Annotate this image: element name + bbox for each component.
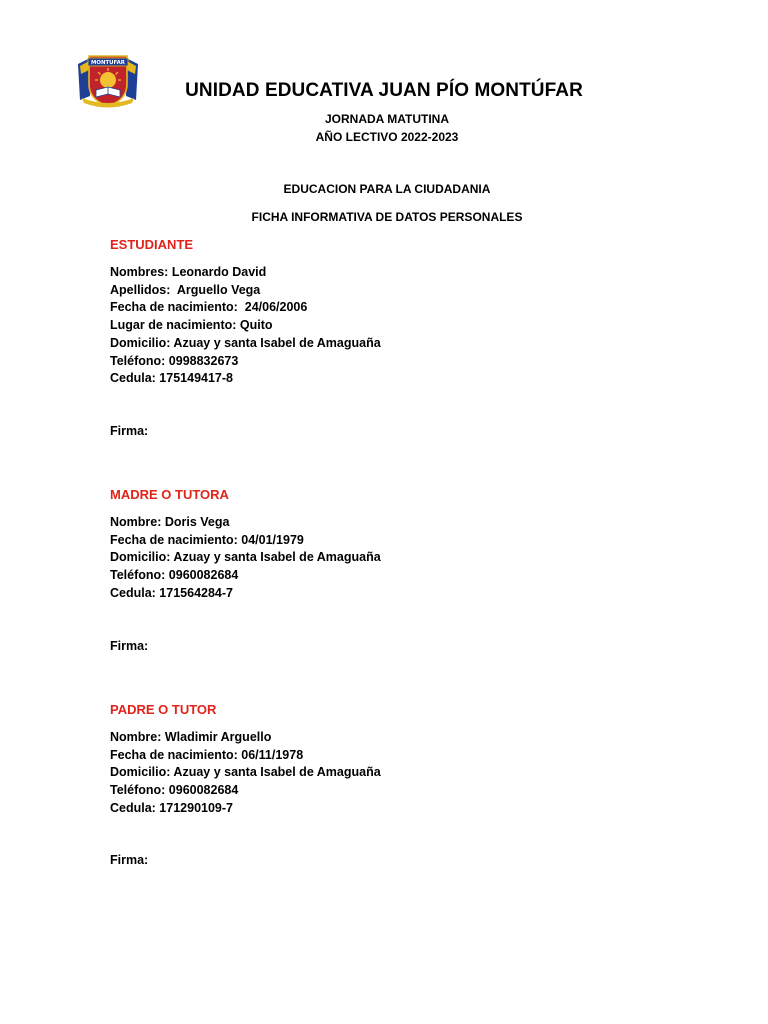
student-section-heading: ESTUDIANTE: [110, 237, 194, 252]
mother-birth-date: Fecha de nacimiento: 04/01/1979: [110, 532, 304, 547]
form-title: FICHA INFORMATIVA DE DATOS PERSONALES: [251, 210, 523, 224]
student-surnames: Apellidos: Arguello Vega: [110, 282, 261, 297]
school-name-title: UNIDAD EDUCATIVA JUAN PÍO MONTÚFAR: [185, 80, 583, 101]
mother-section-heading: MADRE O TUTORA: [110, 487, 229, 502]
student-fields: [110, 264, 381, 388]
father-birth-date: Fecha de nacimiento: 06/11/1978: [110, 747, 304, 762]
father-section-heading: PADRE O TUTOR: [110, 702, 217, 717]
father-phone: Teléfono: 0960082684: [110, 783, 239, 798]
father-id-number: Cedula: 171290109-7: [110, 800, 233, 815]
student-names: Nombres: Leonardo David: [110, 265, 267, 279]
mother-address: Domicilio: Azuay y santa Isabel de Amaguaña: [110, 550, 381, 565]
father-name: Nombre: Wladimir Arguello: [110, 730, 272, 744]
student-address: Domicilio: Azuay y santa Isabel de Amaguaña: [110, 335, 381, 350]
father-fields: [110, 729, 381, 818]
father-address: Domicilio: Azuay y santa Isabel de Amaguaña: [110, 765, 381, 780]
student-signature-label: Firma:: [110, 424, 149, 438]
student-birth-place: Lugar de nacimiento: Quito: [110, 318, 273, 333]
subject-label: EDUCACION PARA LA CIUDADANIA: [283, 182, 491, 196]
logo-lettering: MONTUFAR: [91, 60, 125, 67]
mother-id-number: Cedula: 171564284-7: [110, 585, 233, 600]
student-phone: Teléfono: 0998832673: [110, 353, 239, 368]
mother-signature-label: Firma:: [110, 639, 149, 653]
student-id-number: Cedula: 175149417-8: [110, 371, 233, 386]
student-birth-date: Fecha de nacimiento: 24/06/2006: [110, 300, 308, 315]
mother-phone: Teléfono: 0960082684: [110, 568, 239, 583]
school-year-label: AÑO LECTIVO 2022-2023: [315, 130, 459, 144]
mother-fields: [110, 514, 381, 603]
father-signature-label: Firma:: [110, 853, 149, 867]
mother-name: Nombre: Doris Vega: [110, 515, 230, 529]
shift-label: JORNADA MATUTINA: [325, 112, 449, 126]
